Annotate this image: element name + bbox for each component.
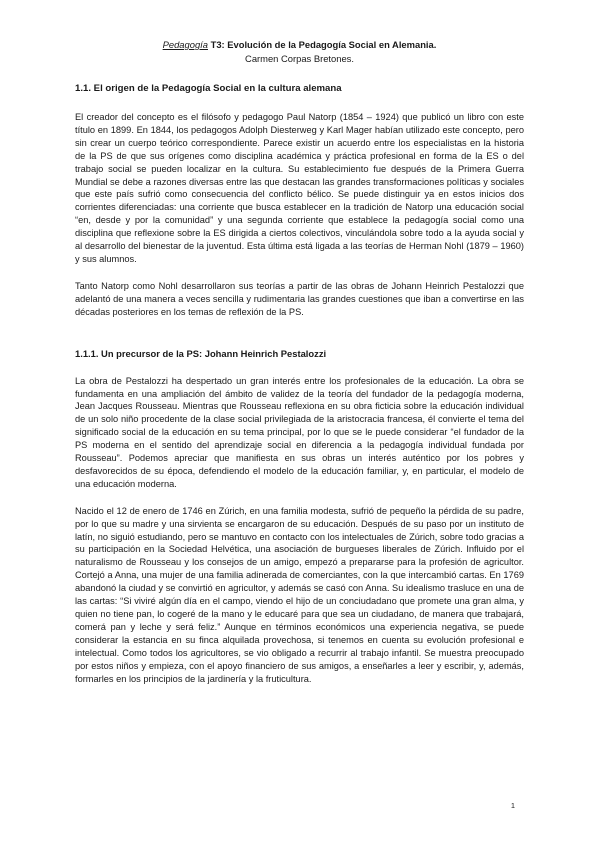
paragraph: Nacido el 12 de enero de 1746 en Zúrich, en una familia modesta, sufrió de pequeño la pérdida de su padre, por lo que su madre y una sirvienta se encargaron de su educación. Después de su paso por un instituto de latín, no siguió estudiando, pero se mantuvo en contacto con los intelectuales de Zúrich, sobre todo gracias a su participación en la Sociedad Helvética, una asociación de burgueses liberales de Zúrich. Influido por el naturalismo de Rousseau y los consejos de un amigo, empezó a prepararse para la profesión de agricultor. Cortejó a Anna, una mujer de una familia adinerada de comerciantes, con la que intercambió cartas. En 1769 abandonó la ciudad y se convirtió en agricultor, y además se casó con Anna. Su idealismo trasluce en una de las cartas: “Si viviré algún día en el campo, viendo el hijo de un conciudadano que promete una gran alma, y quien no tiene pan, lo cogeré de la mano y le educaré para que sea un ciudadano, de manera que trabajará, comerá pan y leche y será feliz.” Aunque en términos económicos una experiencia negativa, se puede considerar la estancia en su finca alquilada provechosa, si tenemos en cuenta su evolución profesional e intelectual. Como todos los agricultores, se vio obligado a recurrir al trabajo infantil. Se muestra preocupado por estos niños y empieza, con el apoyo financiero de sus amigos, a enseñarles a leer y escribir, y, además, formarles en los principios de la jardinería y la fruticultura. xyxy=(75,505,524,684)
author-name: Carmen Corpas Bretones. xyxy=(245,53,354,64)
section-heading-1-1-1: 1.1.1. Un precursor de la PS: Johann Heinrich Pestalozzi xyxy=(75,347,327,359)
section-heading-1-1: 1.1. El origen de la Pedagogía Social en la cultura alemana xyxy=(75,83,342,94)
title-rest: T3: Evolución de la Pedagogía Social en Alemania. xyxy=(207,39,437,50)
paragraph: El creador del concepto es el filósofo y pedagogo Paul Natorp (1854 – 1924) que publicó un libro con este título en 1899. En 1844, los pedagogos Adolph Diesterweg y Karl Mager habían utilizado este concepto, pero sin crear un cuerpo teórico correspondiente. Parece existir un acuerdo entre los especialistas en la historia de la PS de que sus orígenes como disciplina académica y práctica profesional en forma de la ES o del trabajo social se pueden localizar en la cultura. Su establecimiento fue después de la Primera Guerra Mundial se debe a razones diversas entre las que destacan las grandes transformaciones políticas y sociales que este país sufrió como consecuencia del conflicto bélico. Se puede distinguir ya en estos inicios dos corrientes diferenciadas: una corriente que busca establecer en la tradición de Natorp una educación social “en, desde y por la comunidad” y una segunda corriente que establece la pedagogía social como una disciplina que reflexione sobre la ES dirigida a ciertos colectivos, vinculándola sobre todo a la ayuda social y al desarrollo del bienestar de la juventud. Esta última está ligada a las teorías de Herman Nohl (1879 – 1960) y sus alumnos. xyxy=(75,112,524,264)
title-block xyxy=(75,38,524,65)
paragraph: Tanto Natorp como Nohl desarrollaron sus teorías a partir de las obras de Johann Heinrich Pestalozzi que adelantó de una manera a veces sencilla y rudimentaria las grandes cuestiones que iban a convertirse en las décadas posteriores en los temas de reflexión de la PS. xyxy=(75,280,524,317)
document-title xyxy=(75,38,524,51)
paragraph: La obra de Pestalozzi ha despertado un gran interés entre los profesionales de la educación. La obra se fundamenta en una ampliación del ámbito de validez de la teoría del fundador de la pedagogía moderna, Jean Jacques Rousseau. Mientras que Rousseau reflexiona en su obra ficticia sobre la educación individual de un solo niño procedente de la clase social privilegiada de la aristocracia francesa, él convierte el tema del significado social de la educación en su tema principal, por lo que se le puede considerar “el fundador de la PS moderna en el sentido del aprendizaje social en diferencia a la pedagogía individual fundada por Rousseau”. Podemos apreciar que manifiesta en sus obras un interés auténtico por los pobres y desfavorecidos de su época, defendiendo el modelo de la educación familiar, y, en particular, el modelo de una educación moderna. xyxy=(75,375,524,489)
page-number: 1 xyxy=(510,801,515,810)
title-subject: Pedagogía xyxy=(162,39,208,50)
